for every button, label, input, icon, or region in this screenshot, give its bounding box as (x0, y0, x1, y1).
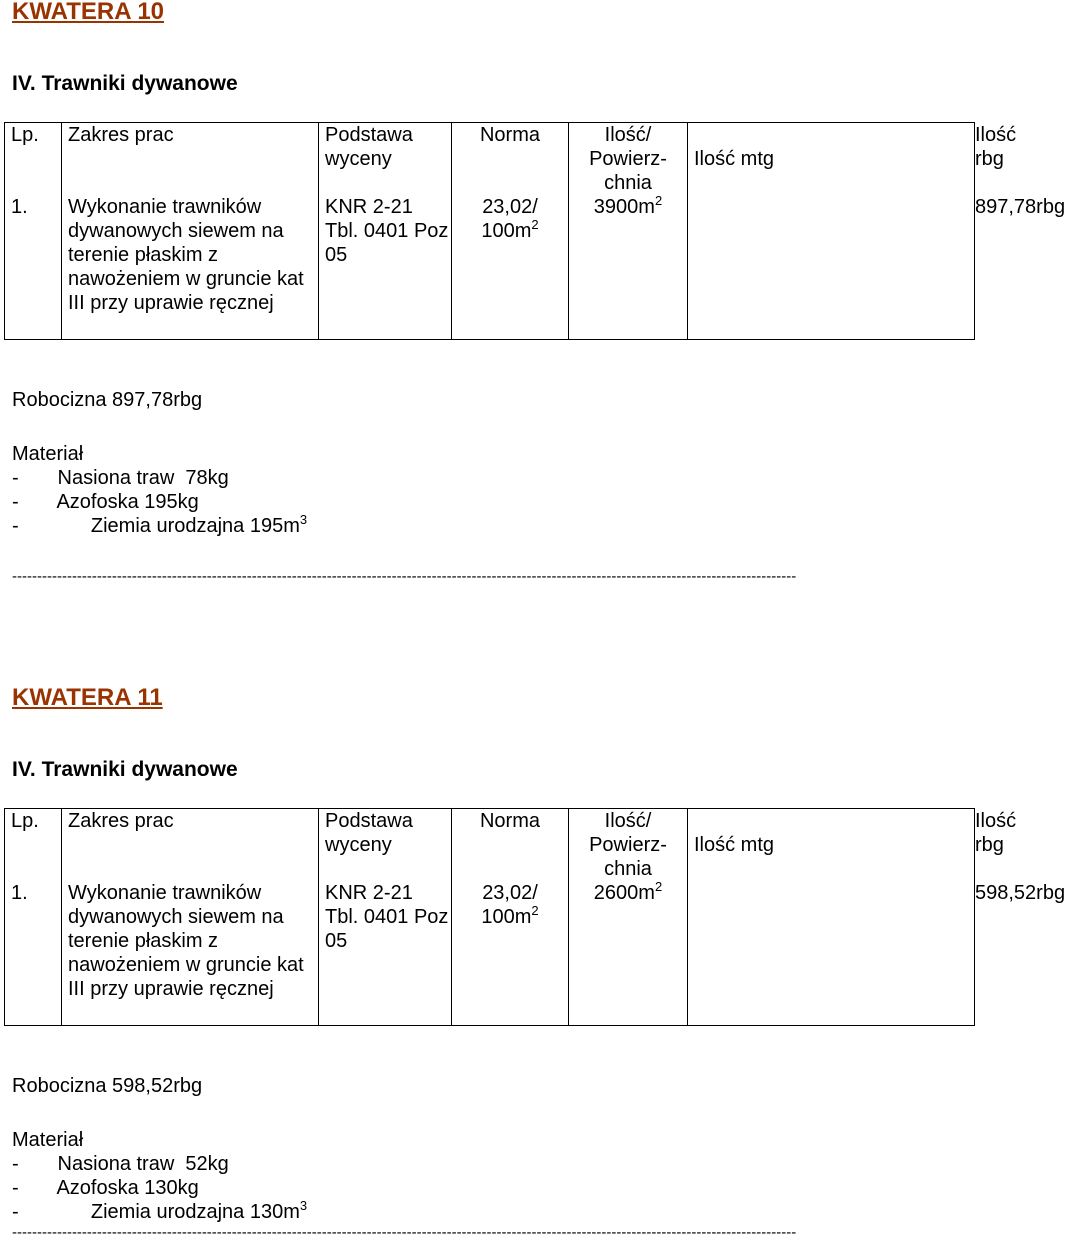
ilosc-value: 2600m (593, 882, 655, 904)
header-zakres: Zakres prac (62, 123, 319, 196)
works-table (4, 122, 1065, 340)
header-lp: Lp. (5, 809, 62, 882)
header-ilosc-mtg: Ilość mtg (688, 809, 975, 882)
section-subtitle: IV. Trawniki dywanowe (12, 758, 238, 781)
material-label: Materiał (12, 443, 84, 465)
header-zakres: Zakres prac (62, 809, 319, 882)
norma-value: 23,02/ 100m (481, 196, 538, 242)
list-item (12, 1176, 307, 1200)
table-row: 1. Wykonanie trawników dywanowych siewem na terenie płaskim z nawożeniem w gruncie kat III przy uprawie ręcznej KNR 2-21 Tbl. 0401 Poz 05 23,02/ $100m^2$ $3900m^2$ 897,78rbg (5, 195, 975, 340)
header-podstawa: Podstawa wyceny (319, 123, 452, 196)
works-table (4, 808, 1065, 1026)
list-item (12, 1152, 307, 1176)
material-list (12, 466, 307, 538)
cell-ilosc-mtg (688, 881, 975, 1026)
robocizna-text: Robocizna 897,78rbg (12, 389, 203, 411)
material-text: - Nasiona traw 52kg (12, 1153, 229, 1175)
list-item (12, 490, 307, 514)
cell-zakres: Wykonanie trawników dywanowych siewem na terenie płaskim z nawożeniem w gruncie kat III przy uprawie ręcznej (62, 881, 319, 1026)
cell-norma (452, 195, 569, 340)
cell-lp: 1. (5, 195, 62, 340)
table-header-row: Lp. Zakres prac Podstawa wyceny Norma Ilość/ Powierz-chnia Ilość mtg Ilość rbg (5, 809, 975, 882)
header-lp: Lp. (5, 123, 62, 196)
cell-lp: 1. (5, 881, 62, 1026)
list-item (12, 1200, 307, 1224)
material-label: Materiał (12, 1129, 84, 1151)
section-subtitle: IV. Trawniki dywanowe (12, 72, 238, 95)
separator-line: ------------------------------------------------------------------------------------------------------------------------------------------------------------- (12, 1224, 797, 1241)
section-title: KWATERA 11 (12, 684, 163, 711)
header-norma: Norma (452, 809, 569, 882)
header-norma: Norma (452, 123, 569, 196)
separator-line: ------------------------------------------------------------------------------------------------------------------------------------------------------------- (12, 568, 797, 585)
material-sup: 3 (299, 1198, 308, 1213)
cell-zakres: Wykonanie trawników dywanowych siewem na terenie płaskim z nawożeniem w gruncie kat III przy uprawie ręcznej (62, 195, 319, 340)
material-text: - Ziemia urodzajna 130m (12, 1201, 300, 1223)
list-item (12, 466, 307, 490)
cell-ilosc-mtg (688, 195, 975, 340)
table-header-row: Lp. Zakres prac Podstawa wyceny Norma Ilość/ Powierz-chnia Ilość mtg Ilość rbg (5, 123, 975, 196)
material-text: - Azofoska 195kg (12, 491, 199, 513)
header-ilosc: Ilość/ Powierz-chnia (569, 123, 688, 196)
material-text: - Nasiona traw 78kg (12, 467, 229, 489)
section-title: KWATERA 10 (12, 0, 165, 25)
robocizna-text: Robocizna 598,52rbg (12, 1075, 203, 1097)
material-sup: 3 (299, 512, 308, 527)
material-list (12, 1152, 307, 1224)
norma-sup: 2 (531, 903, 539, 918)
cell-norma (452, 881, 569, 1026)
ilosc-sup: 2 (654, 879, 663, 894)
norma-value: 23,02/ 100m (481, 882, 538, 928)
cell-ilosc (569, 881, 688, 1026)
material-text: - Azofoska 130kg (12, 1177, 199, 1199)
material-text: - Ziemia urodzajna 195m (12, 515, 300, 537)
cell-podstawa: KNR 2-21 Tbl. 0401 Poz 05 (319, 195, 452, 340)
cell-ilosc (569, 195, 688, 340)
table-row: 1. Wykonanie trawników dywanowych siewem na terenie płaskim z nawożeniem w gruncie kat III przy uprawie ręcznej KNR 2-21 Tbl. 0401 Poz 05 23,02/ $100m^2$ $2600m^2$ 598,52rbg (5, 881, 975, 1026)
ilosc-sup: 2 (654, 193, 663, 208)
header-podstawa: Podstawa wyceny (319, 809, 452, 882)
cell-podstawa: KNR 2-21 Tbl. 0401 Poz 05 (319, 881, 452, 1026)
ilosc-value: 3900m (593, 196, 655, 218)
norma-sup: 2 (531, 217, 539, 232)
list-item (12, 514, 307, 538)
header-ilosc-mtg: Ilość mtg (688, 123, 975, 196)
header-ilosc: Ilość/ Powierz-chnia (569, 809, 688, 882)
